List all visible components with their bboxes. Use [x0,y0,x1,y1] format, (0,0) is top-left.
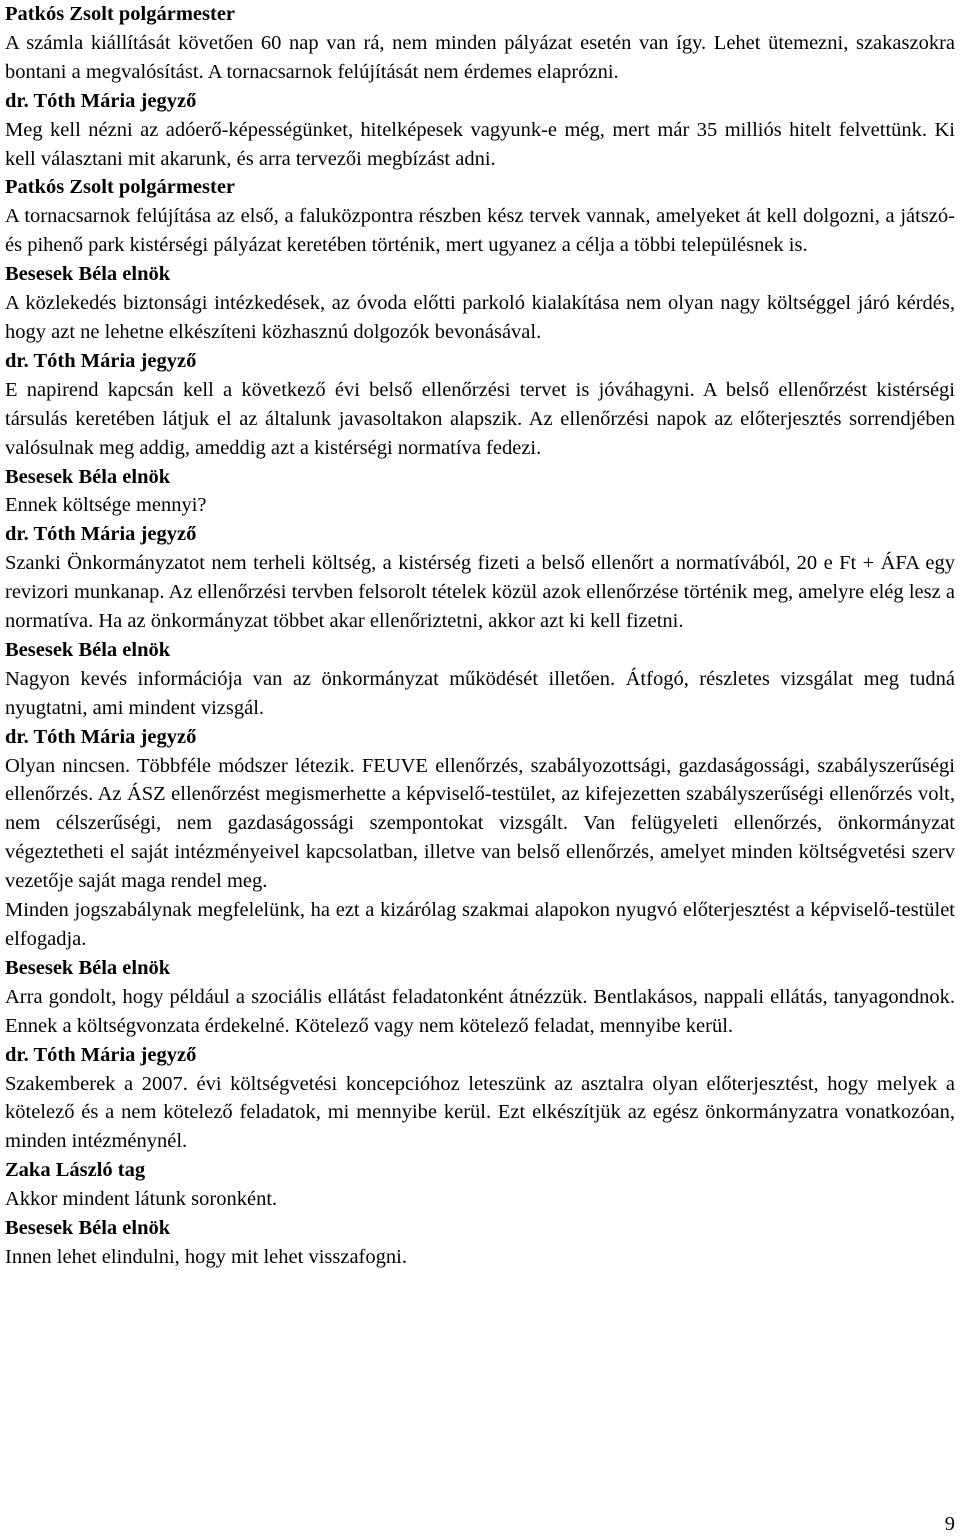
speech-block [5,954,955,1041]
speech-paragraph: Szakemberek a 2007. évi költségvetési koncepcióhoz leteszünk az asztalra olyan előterjesztést, hogy melyek a kötelező és a nem kötelező feladatok, mi mennyibe kerül. Ezt elkészítjük az egész önkormányzatra vonatkozóan, minden intézménynél. [5,1072,955,1153]
document-body [5,0,955,1272]
speech-block [5,636,955,723]
speech-paragraph: Nagyon kevés információja van az önkormányzat működését illetően. Átfogó, részletes vizsgálat meg tudná nyugtatni, ami mindent vizsgál. [5,667,955,719]
speech-block [5,1041,955,1157]
speech-block [5,723,955,954]
speaker-name: Patkós Zsolt polgármester [5,3,236,25]
speech-paragraph: Ennek költsége mennyi? [5,494,207,517]
speaker-name: Besesek Béla elnök [5,263,171,286]
speaker-name: dr. Tóth Mária jegyző [5,725,197,748]
speaker-name: Besesek Béla elnök [5,465,171,488]
speech-block [5,173,955,260]
speech-block [5,347,955,463]
speaker-name: Zaka László tag [5,1159,146,1182]
speech-block [5,87,955,174]
speaker-name: Besesek Béla elnök [5,956,171,979]
speech-paragraph: Akkor mindent látunk soronként. [5,1188,278,1211]
speech-paragraph: Arra gondolt, hogy például a szociális ellátást feladatonként átnézzük. Bentlakásos, nappali ellátás, tanyagondnok. Ennek a költségvonzata érdekelné. Kötelező vagy nem kötelező feladat, mennyibe kerül. [5,985,955,1037]
speech-block [5,520,955,636]
speech-paragraph: Minden jogszabálynak megfelelünk, ha ezt a kizárólag szakmai alapokon nyugvó előterjesztést a képviselő-testület elfogadja. [5,899,955,950]
speech-paragraph: E napirend kapcsán kell a következő évi belső ellenőrzési tervet is jóváhagyni. A belső ellenőrzést kistérségi társulás keretében látjuk el az általunk javasoltakon alapszik. Az ellenőrzési napok az előterjesztés sorrendjében valósulnak meg addig, ameddig azt a kistérségi normatíva fedezi. [5,378,955,459]
speech-paragraph: Meg kell nézni az adóerő-képességünket, hitelképesek vagyunk-e még, mert már 35 milliós hitelt felvettünk. Ki kell választani mit akarunk, és arra tervezői megbízást adni. [5,118,955,170]
speaker-name: dr. Tóth Mária jegyző [5,1043,197,1066]
speaker-name: dr. Tóth Mária jegyző [5,349,197,372]
speech-block [5,1214,955,1272]
speech-paragraph: Innen lehet elindulni, hogy mit lehet visszafogni. [5,1245,407,1268]
speech-paragraph: A tornacsarnok felújítása az első, a faluközpontra részben kész tervek vannak, amelyeket át kell dolgozni, a játszó- és pihenő park kistérségi pályázat keretében történik, mert ugyanez a célja a többi településnek is. [5,205,955,257]
page-number: 9 [944,1513,955,1535]
speaker-name: Besesek Béla elnök [5,638,171,661]
speech-paragraph: A közlekedés biztonsági intézkedések, az óvoda előtti parkoló kialakítása nem olyan nagy költséggel járó kérdés, hogy azt ne lehetne elkészíteni közhasznú dolgozók bevonásával. [5,292,955,343]
speech-block [5,463,955,521]
speaker-name: Besesek Béla elnök [5,1217,171,1240]
speaker-name: dr. Tóth Mária jegyző [5,523,197,546]
speaker-name: Patkós Zsolt polgármester [5,176,236,199]
speech-paragraph: Szanki Önkormányzatot nem terheli költség, a kistérség fizeti a belső ellenőrt a normatívából, 20 e Ft + ÁFA egy revizori munkanap. Az ellenőrzési tervben felsorolt tételek közül azok ellenőrzése történik meg, amelyre elég lesz a normatíva. Ha az önkormányzat többet akar ellenőriztetni, akkor azt ki kell fizetni. [5,552,955,633]
speech-block [5,1156,955,1214]
speech-paragraph: A számla kiállítását követően 60 nap van rá, nem minden pályázat esetén van így. Lehet ütemezni, szakaszokra bontani a megvalósítást. A tornacsarnok felújítását nem érdemes elaprózni. [5,31,955,83]
speaker-name: dr. Tóth Mária jegyző [5,89,197,112]
speech-block [5,260,955,347]
speech-paragraph: Olyan nincsen. Többféle módszer létezik. FEUVE ellenőrzés, szabályozottsági, gazdaságossági, szabályszerűségi ellenőrzés. Az ÁSZ ellenőrzést megismerhette a képviselő-testület, az kifejezetten szabályszerűségi ellenőrzés volt, nem célszerűségi, nem gazdaságossági szempontokat vizsgált. Van felügyeleti ellenőrzés, önkormányzat végeztetheti el saját intézményeivel kapcsolatban, illetve van belső ellenőrzés, amelyet minden költségvetési szerv vezetője saját maga rendel meg. [5,754,955,893]
speech-block [5,0,955,87]
